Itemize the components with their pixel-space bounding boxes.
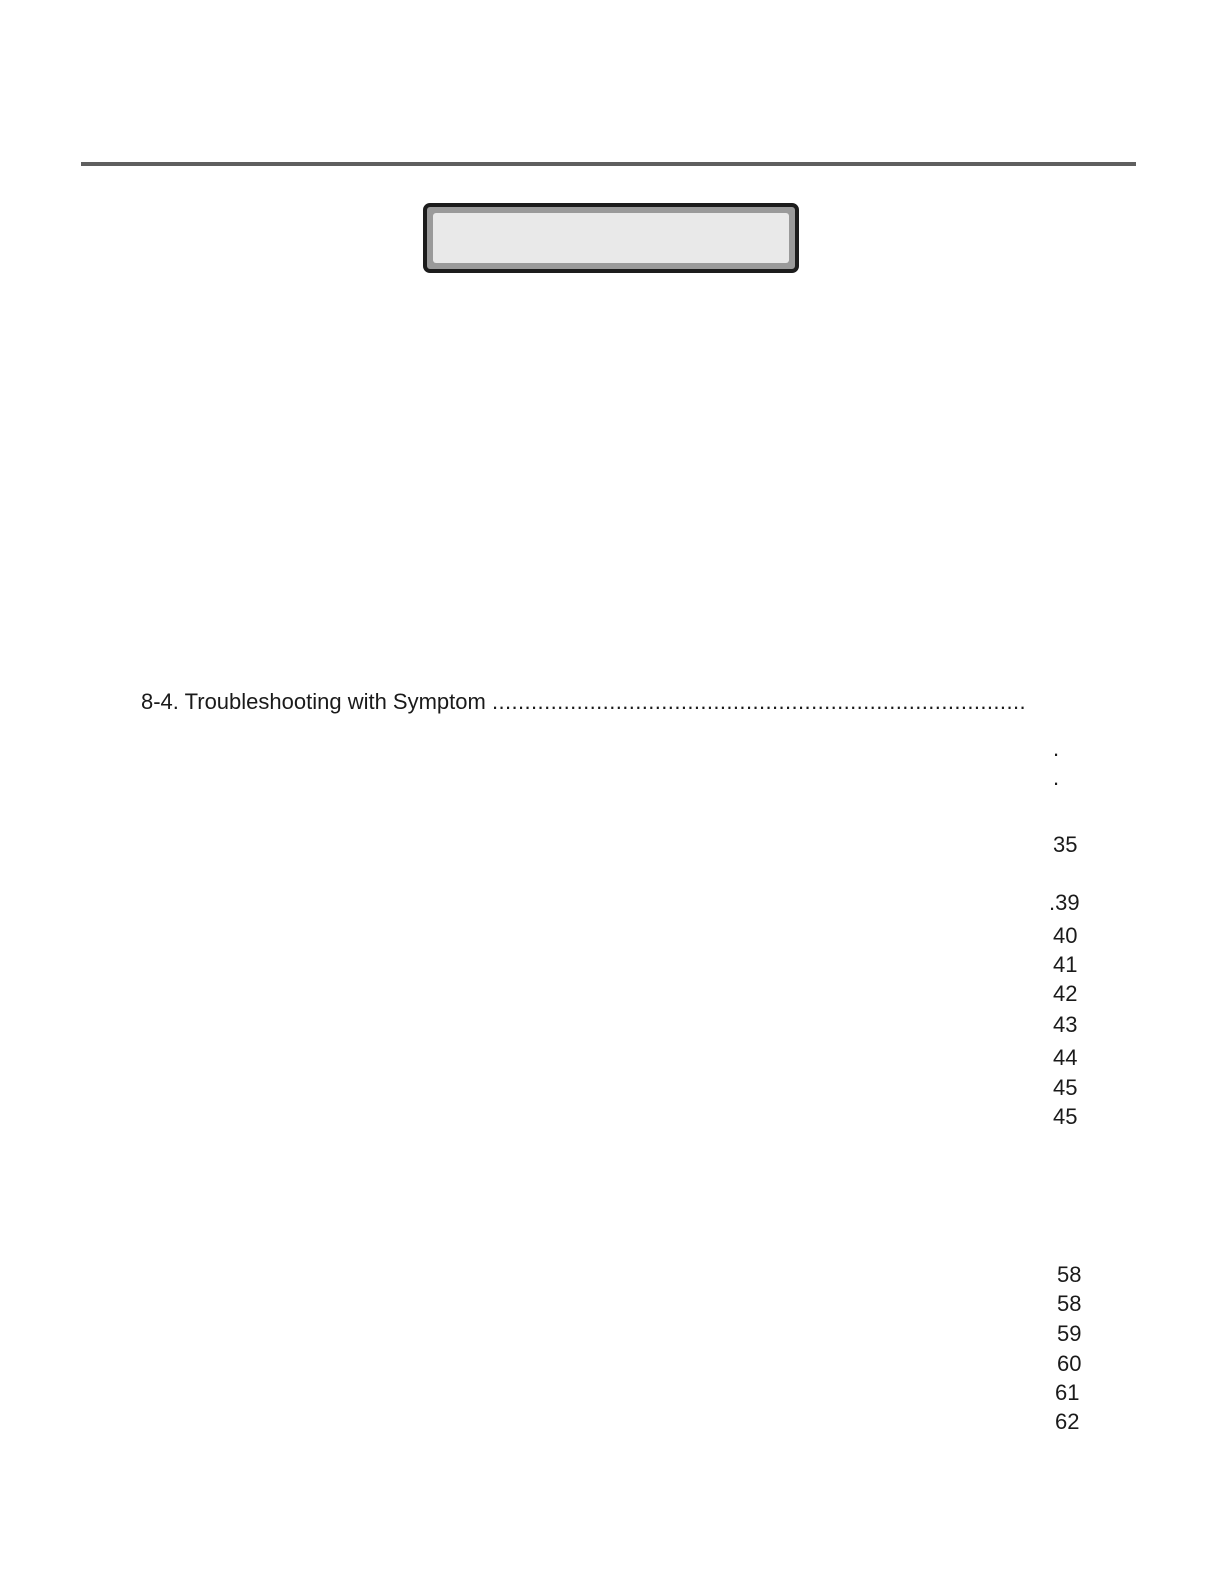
toc-page-number: 41 bbox=[1053, 952, 1078, 977]
toc-page-number: 42 bbox=[1053, 981, 1078, 1006]
toc-page-number: 44 bbox=[1053, 1045, 1078, 1070]
toc-page-number: . bbox=[1053, 736, 1060, 761]
toc-page-number: 35 bbox=[1053, 832, 1078, 857]
section-title-frame bbox=[423, 203, 799, 273]
toc-page-number: . bbox=[1053, 765, 1060, 790]
toc-page-number: 60 bbox=[1057, 1351, 1082, 1376]
toc-page-number: 45 bbox=[1053, 1075, 1078, 1100]
toc-page-number: 43 bbox=[1053, 1012, 1078, 1037]
toc-page-number: 62 bbox=[1055, 1409, 1080, 1434]
toc-entry-leader: .................................................................................. bbox=[491, 689, 1026, 714]
toc-page-number: 40 bbox=[1053, 923, 1078, 948]
toc-page-number: .39 bbox=[1049, 890, 1080, 915]
toc-page-number: 58 bbox=[1057, 1262, 1082, 1287]
header-rule bbox=[81, 162, 1136, 166]
toc-entry[interactable] bbox=[141, 688, 1071, 716]
toc-page-number: 61 bbox=[1055, 1380, 1080, 1405]
toc-page-number: 45 bbox=[1053, 1104, 1078, 1129]
toc-entry-label: 8-4. Troubleshooting with Symptom bbox=[141, 689, 486, 714]
toc-page-number: 59 bbox=[1057, 1321, 1082, 1346]
section-title-frame-inner bbox=[433, 213, 789, 263]
toc-page-number: 58 bbox=[1057, 1291, 1082, 1316]
